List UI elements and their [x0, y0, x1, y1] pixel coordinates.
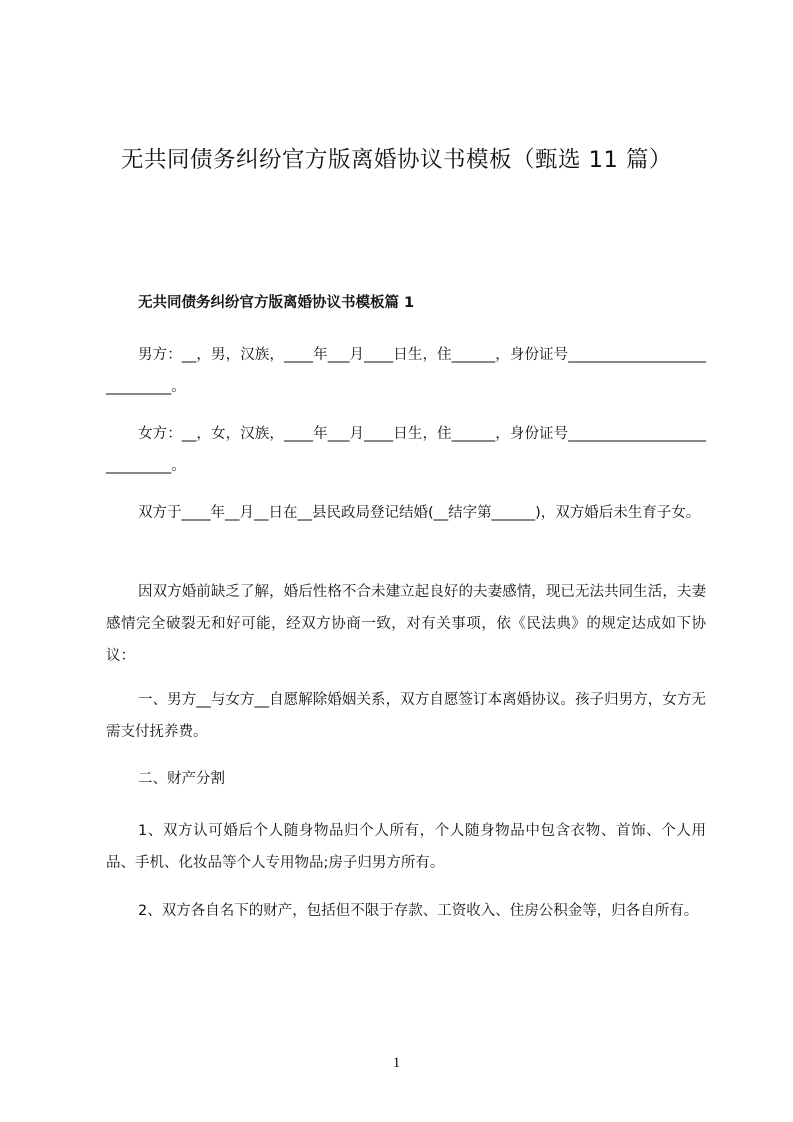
paragraph-clause-one: 一、男方__与女方__自愿解除婚姻关系，双方自愿签订本离婚协议。孩子归男方，女方无需支付抚养费。 [106, 692, 706, 740]
paragraph-property-item-one: 1、双方认可婚后个人随身物品归个人所有，个人随身物品中包含衣物、首饰、个人用品、手机、化妆品等个人专用物品;房子归男方所有。 [106, 823, 706, 871]
paragraph-divorce-cause: 因双方婚前缺乏了解，婚后性格不合未建立起良好的夫妻感情，现已无法共同生活，夫妻感情完全破裂无和好可能，经双方协商一致，对有关事项，依《民法典》的规定达成如下协议： [106, 584, 706, 664]
paragraph-property-item-two: 2、双方各自名下的财产，包括但不限于存款、工资收入、住房公积金等，归各自所有。 [138, 903, 699, 919]
paragraph-female-party: 女方：__，女，汉族，____年___月____日生，住______，身份证号____________________________。 [106, 426, 706, 474]
page-number: 1 [392, 1055, 401, 1071]
paragraph-male-party: 男方：__，男，汉族，____年___月____日生，住______，身份证号____________________________。 [106, 347, 706, 395]
document-title: 无共同债务纠纷官方版离婚协议书模板（甄选 11 篇） [121, 147, 672, 173]
section-heading: 无共同债务纠纷官方版离婚协议书模板篇 1 [138, 295, 415, 311]
paragraph-clause-two: 二、财产分割 [138, 771, 225, 787]
paragraph-marriage-registration: 双方于____年__月__日在__县民政局登记结婚(__结字第______)，双方婚后未生育子女。 [138, 505, 701, 521]
